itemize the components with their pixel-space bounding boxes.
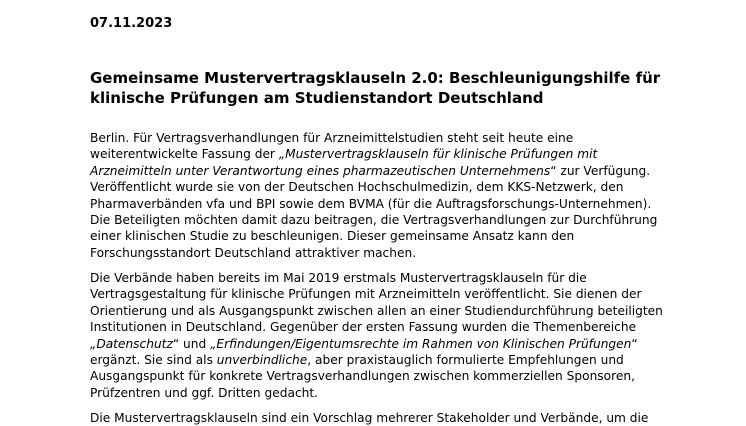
text-line: Pharmaverbänden vfa und BPI sowie dem BVMA (für die Auftragsforschungs-Unternehmen). bbox=[90, 196, 652, 211]
text-span: “ zur Verfügung. bbox=[550, 163, 651, 178]
text-line bbox=[90, 352, 730, 368]
text-line: Prüfzentren und ggf. Dritten gedacht. bbox=[90, 385, 319, 400]
paragraph-proposal bbox=[90, 410, 730, 426]
text-line bbox=[90, 163, 730, 179]
headline bbox=[90, 68, 710, 108]
headline-line: Gemeinsame Mustervertragsklauseln 2.0: Beschleunigungshilfe für bbox=[90, 69, 661, 87]
release-date: 07.11.2023 bbox=[90, 16, 173, 31]
paragraph-background bbox=[90, 270, 730, 401]
text-line: Forschungsstandort Deutschland attraktiver machen. bbox=[90, 245, 417, 260]
topic-quote: „Datenschutz bbox=[90, 336, 173, 351]
headline-line: klinische Prüfungen am Studienstandort Deutschland bbox=[90, 89, 544, 107]
text-line: Die Beteiligten möchten damit dazu beitragen, die Vertragsverhandlungen zur Durchführung bbox=[90, 213, 658, 228]
text-span: , aber praxistauglich formulierte Empfehlungen und bbox=[307, 353, 624, 368]
paragraph-intro bbox=[90, 130, 730, 261]
text-line: Orientierung und als Ausgangspunkt zwischen allen an einer Studiendurchführung beteiligten bbox=[90, 303, 663, 318]
text-line: Die Mustervertragsklauseln sind ein Vorschlag mehrerer Stakeholder und Verbände, um die bbox=[90, 411, 649, 425]
text-line: Veröffentlicht wurde sie von der Deutschen Hochschulmedizin, dem KKS-Netzwerk, den bbox=[90, 180, 624, 195]
text-line: Die Verbände haben bereits im Mai 2019 erstmals Mustervertragsklauseln für die bbox=[90, 271, 587, 285]
text-line bbox=[90, 146, 730, 162]
text-span: weiterentwickelte Fassung der bbox=[90, 147, 279, 162]
text-line: Berlin. Für Vertragsverhandlungen für Arzneimittelstudien steht seit heute eine bbox=[90, 131, 574, 145]
text-line: Vertragsgestaltung für klinische Prüfungen mit Arzneimitteln veröffentlicht. Sie dienen der bbox=[90, 287, 642, 302]
document-title-quote: „Mustervertragsklauseln für klinische Prüfungen mit bbox=[278, 147, 598, 162]
text-line: Institutionen in Deutschland. Gegenüber der ersten Fassung wurden die Themenbereiche bbox=[90, 320, 637, 335]
text-line: Ausgangspunkt für konkrete Vertragsverhandlungen zwischen kommerziellen Sponsoren, bbox=[90, 369, 635, 384]
text-span: “ bbox=[631, 336, 638, 351]
topic-quote: „Erfindungen/Eigentumsrechte im Rahmen von Klinischen Prüfungen bbox=[210, 336, 632, 351]
text-line: einer klinischen Studie zu beschleunigen. Dieser gemeinsame Ansatz kann den bbox=[90, 229, 575, 244]
document-title-quote: Arzneimitteln unter Verantwortung eines pharmazeutischen Unternehmens bbox=[90, 163, 551, 178]
text-span: ergänzt. Sie sind als bbox=[90, 353, 217, 368]
emphasis: unverbindliche bbox=[216, 353, 308, 368]
text-span: “ und bbox=[172, 336, 211, 351]
text-line bbox=[90, 336, 730, 352]
